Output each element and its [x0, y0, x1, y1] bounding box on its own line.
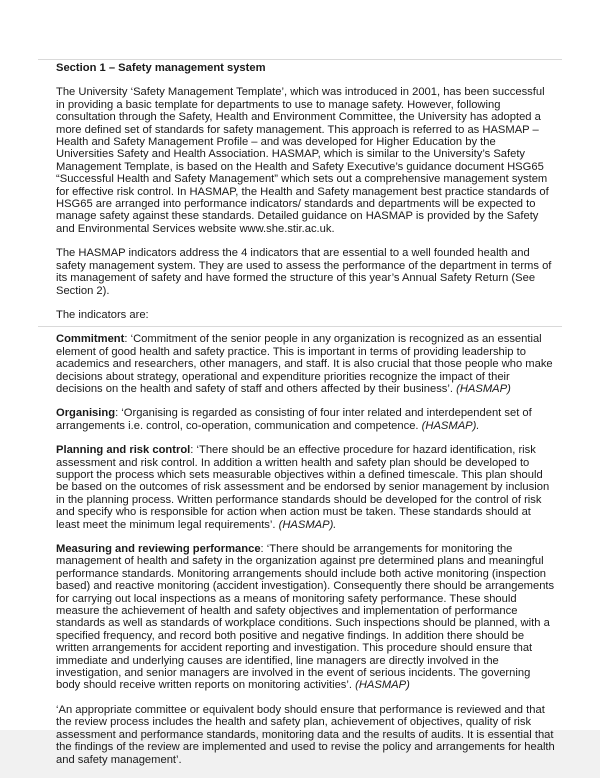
indicator-measuring	[56, 543, 556, 692]
indicator-commitment	[56, 333, 556, 395]
indicator-organising	[56, 407, 556, 432]
indicator-source: (HASMAP).	[421, 419, 480, 432]
indicator-text: ‘Commitment of the senior people in any organization is recognized as an essential element of good health and safety practice. This is important in terms of providing leadership to academics and researchers, other managers, and staff. It is also crucial that those people who make decisions about strategy, operational and expenditure priorities recognize the impact of their decisions on the health and safety of staff and others affected by their business’.	[56, 333, 553, 395]
document-body	[56, 62, 556, 778]
indicator-source: (HASMAP)	[355, 679, 410, 692]
section-heading: Section 1 – Safety management system	[56, 62, 266, 74]
hasmap-paragraph: The HASMAP indicators address the 4 indicators that are essential to a well founded health and safety management system. They are used to assess the performance of the department in terms of its management of safety and have formed the structure of this year’s Annual Safety Return (See Section 2).	[56, 247, 552, 297]
intro-paragraph: The University ‘Safety Management Template’, which was introduced in 2001, has been successful in providing a basic template for departments to use to manage safety. However, following consultation through the Safety, Health and Environment Committee, the University has adopted a more defined set of standards for safety management. This approach is referred to as HASMAP – Health and Safety Management Profile – and was developed for Higher Education by the Universities Safety and Health Association. HASMAP, which is similar to the University’s Safety Management Template, is based on the Health and Safety Executive’s guidance document HSG65 “Successful Health and Safety Management” which sets out a comprehensive management system for effective risk control. In HASMAP, the Health and Safety management best practice standards of HSG65 are arranged into performance indicators/ standards and departments will be expected to manage safety against these standards. Detailed guidance on HASMAP is provided by the Safety and Environmental Services website www.she.stir.ac.uk.	[56, 86, 549, 235]
indicator-text: ‘There should be an effective procedure for hazard identification, risk assessment and risk control. In addition a written health and safety plan should be developed to support the process which sets measurable objectives within a defined timescale. This plan should be based on the outcomes of risk assessment and be endorsed by senior management by inclusion in the planning process. Written performance standards should be developed for the control of risk and specify who is responsible for action when action must be taken. These standards should at least meet the minimum legal requirements’.	[56, 444, 550, 531]
indicator-separator: :	[124, 333, 131, 346]
indicator-separator: :	[260, 543, 267, 555]
indicator-separator: :	[190, 444, 197, 457]
indicator-source: (HASMAP)	[456, 382, 511, 395]
indicator-term: Organising	[56, 407, 116, 420]
indicator-term: Planning and risk control	[56, 444, 191, 457]
closing-paragraph: ‘An appropriate committee or equivalent body should ensure that performance is reviewed and that the review process includes the health and safety plan, achievement of objectives, quality of risk assessment and performance standards, monitoring data and the results of audits. It is essential that the findings of the review are implemented and used to revise the policy and arrangements for health and safety management’.	[56, 703, 555, 766]
indicator-text: ‘Organising is regarded as consisting of four inter related and interdependent set of arrangements i.e. control, co-operation, communication and competence.	[56, 407, 532, 432]
indicator-term: Measuring and reviewing performance	[56, 543, 261, 555]
indicator-source: (HASMAP).	[278, 518, 337, 531]
page-top-divider	[38, 59, 562, 60]
indicator-term: Commitment	[56, 333, 125, 346]
indicator-separator: :	[115, 407, 122, 420]
indicators-intro: The indicators are:	[56, 308, 149, 321]
indicator-text: ‘There should be arrangements for monitoring the management of health and safety in the organization against pre determined plans and meaningful performance standards. Monitoring arrangements should include both active monitoring (inspection based) and reactive monitoring (accident investigation). Consequently there should be arrangements for carrying out local inspections as a means of monitoring safety performance. These should measure the achievement of health and safety objectives and implementation of performance standards as well as standards of workplace conditions. Such inspections should be planned, with a specified frequency, and record both positive and negative findings. In addition there should be written arrangements for accident reporting and investigation. This procedure should ensure that immediate and underlying causes are identified, line managers are directly involved in the investigation, and senior managers are involved in the event of serious incidents. The governing body should receive written reports on monitoring activities’.	[56, 543, 555, 692]
indicator-planning	[56, 444, 556, 531]
